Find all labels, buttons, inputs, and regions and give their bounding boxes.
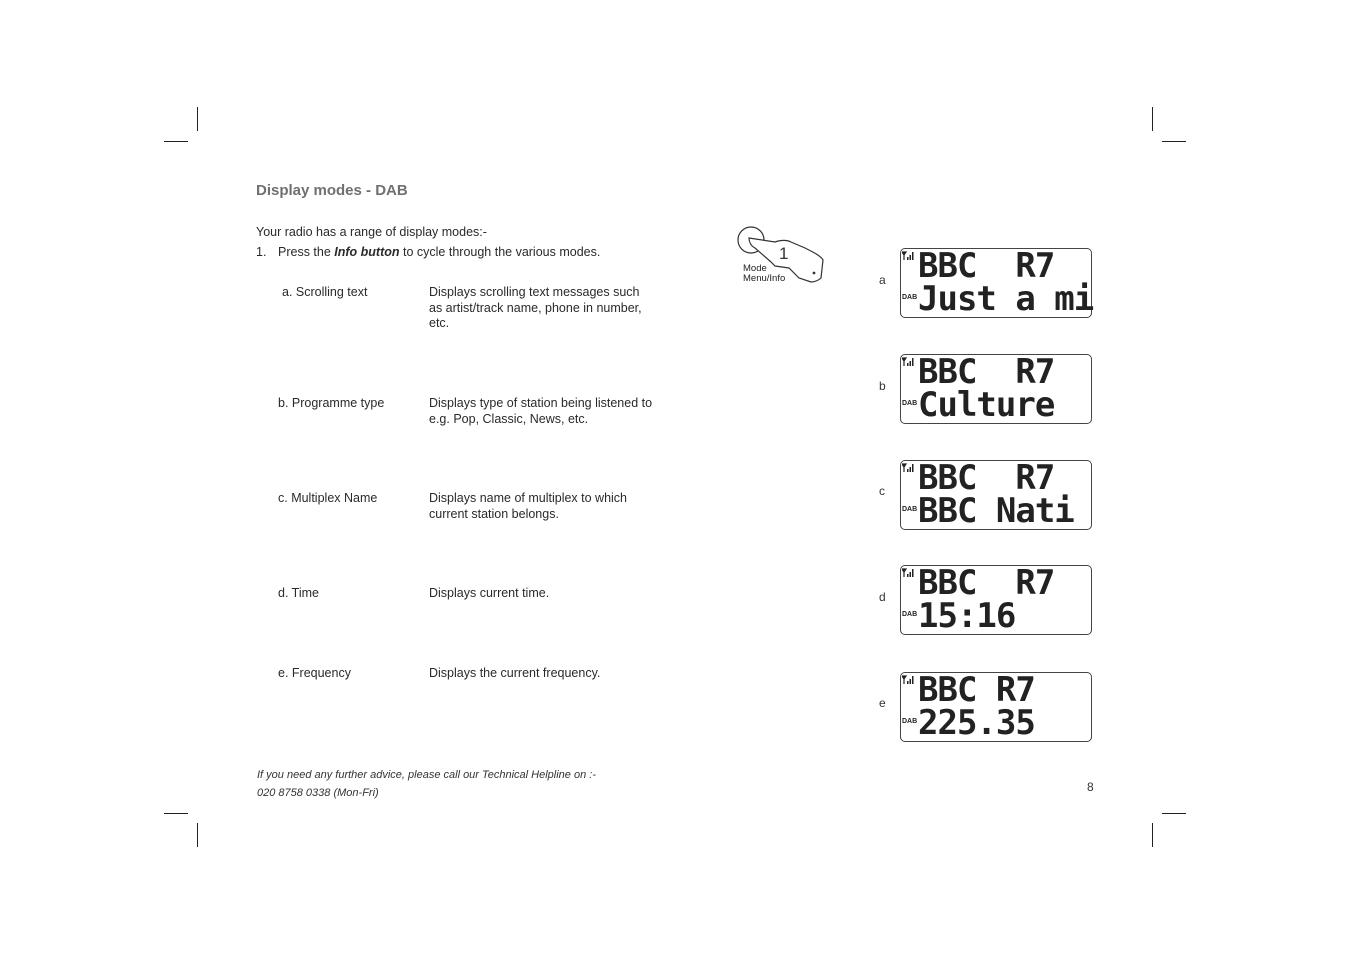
mode-label-a: a. Scrolling text <box>282 285 368 299</box>
lcd-line-2: Culture <box>918 385 1055 425</box>
dab-indicator: DAB <box>902 718 918 725</box>
crop-mark <box>197 823 198 847</box>
display-letter-e: e <box>879 696 886 710</box>
footer-phone-number: 020 8758 0338 (Mon-Fri) <box>257 787 379 799</box>
footer-helpline-text: If you need any further advice, please call our Technical Helpline on :- <box>257 769 596 781</box>
crop-mark <box>1152 823 1153 847</box>
step-text-pre: Press the <box>278 245 335 259</box>
display-letter-d: d <box>879 590 886 604</box>
dab-indicator: DAB <box>902 294 918 301</box>
mode-desc-b: Displays type of station being listened to e.g. Pop, Classic, News, etc. <box>429 396 653 426</box>
mode-desc-d: Displays current time. <box>429 586 550 600</box>
crop-mark <box>197 107 198 131</box>
lcd-line-1: BBC R7 <box>918 670 1035 710</box>
mode-label-c: c. Multiplex Name <box>278 491 378 505</box>
lcd-line-1: BBC R7 <box>918 352 1055 392</box>
lcd-display-e <box>900 672 1092 742</box>
lcd-display-b <box>900 354 1092 424</box>
mode-desc-e: Displays the current frequency. <box>429 666 601 680</box>
mode-desc-c: Displays name of multiplex to which current station belongs. <box>429 491 627 521</box>
crop-mark <box>164 141 188 142</box>
button-label <box>743 264 785 284</box>
signal-strength-icon <box>902 568 914 577</box>
crop-mark <box>1152 107 1153 131</box>
step-text-post: to cycle through the various modes. <box>399 245 601 259</box>
button-number: 1 <box>779 244 789 263</box>
lcd-line-2: 225.35 <box>918 703 1035 743</box>
dab-indicator: DAB <box>902 611 918 618</box>
display-letter-a: a <box>879 273 886 287</box>
page-title: Display modes - DAB <box>256 182 408 199</box>
crop-mark <box>1162 813 1186 814</box>
mode-button-illustration <box>735 226 827 288</box>
signal-strength-icon <box>902 675 914 684</box>
lcd-line-2: BBC Nati <box>918 491 1074 531</box>
lcd-line-2: 15:16 <box>918 596 1016 636</box>
mode-label-e: e. Frequency <box>278 666 351 680</box>
crop-mark <box>1162 141 1186 142</box>
lcd-display-c <box>900 460 1092 530</box>
signal-strength-icon <box>902 357 914 366</box>
intro-text: Your radio has a range of display modes:- <box>256 225 487 239</box>
lcd-line-1: BBC R7 <box>918 563 1055 603</box>
dab-indicator: DAB <box>902 400 918 407</box>
mode-label-b: b. Programme type <box>278 396 385 410</box>
mode-label-d: d. Time <box>278 586 319 600</box>
lcd-display-d <box>900 565 1092 635</box>
signal-strength-icon <box>902 251 914 260</box>
step-number: 1. <box>256 245 267 259</box>
lcd-line-1: BBC R7 <box>918 458 1055 498</box>
step-instruction <box>278 245 600 261</box>
mode-desc-a: Displays scrolling text messages such as artist/track name, phone in number, etc. <box>429 285 642 330</box>
display-letter-b: b <box>879 379 886 393</box>
lcd-line-2: Just a mi <box>918 279 1094 319</box>
lcd-display-a <box>900 248 1092 318</box>
display-letter-c: c <box>879 484 885 498</box>
signal-strength-icon <box>902 463 914 472</box>
page-number: 8 <box>1087 780 1094 794</box>
dab-indicator: DAB <box>902 506 918 513</box>
lcd-line-1: BBC R7 <box>918 246 1055 286</box>
info-button-ref: Info button <box>334 245 400 259</box>
button-label-line1: Mode <box>743 263 767 274</box>
button-label-line2: Menu/Info <box>743 273 786 284</box>
crop-mark <box>164 813 188 814</box>
